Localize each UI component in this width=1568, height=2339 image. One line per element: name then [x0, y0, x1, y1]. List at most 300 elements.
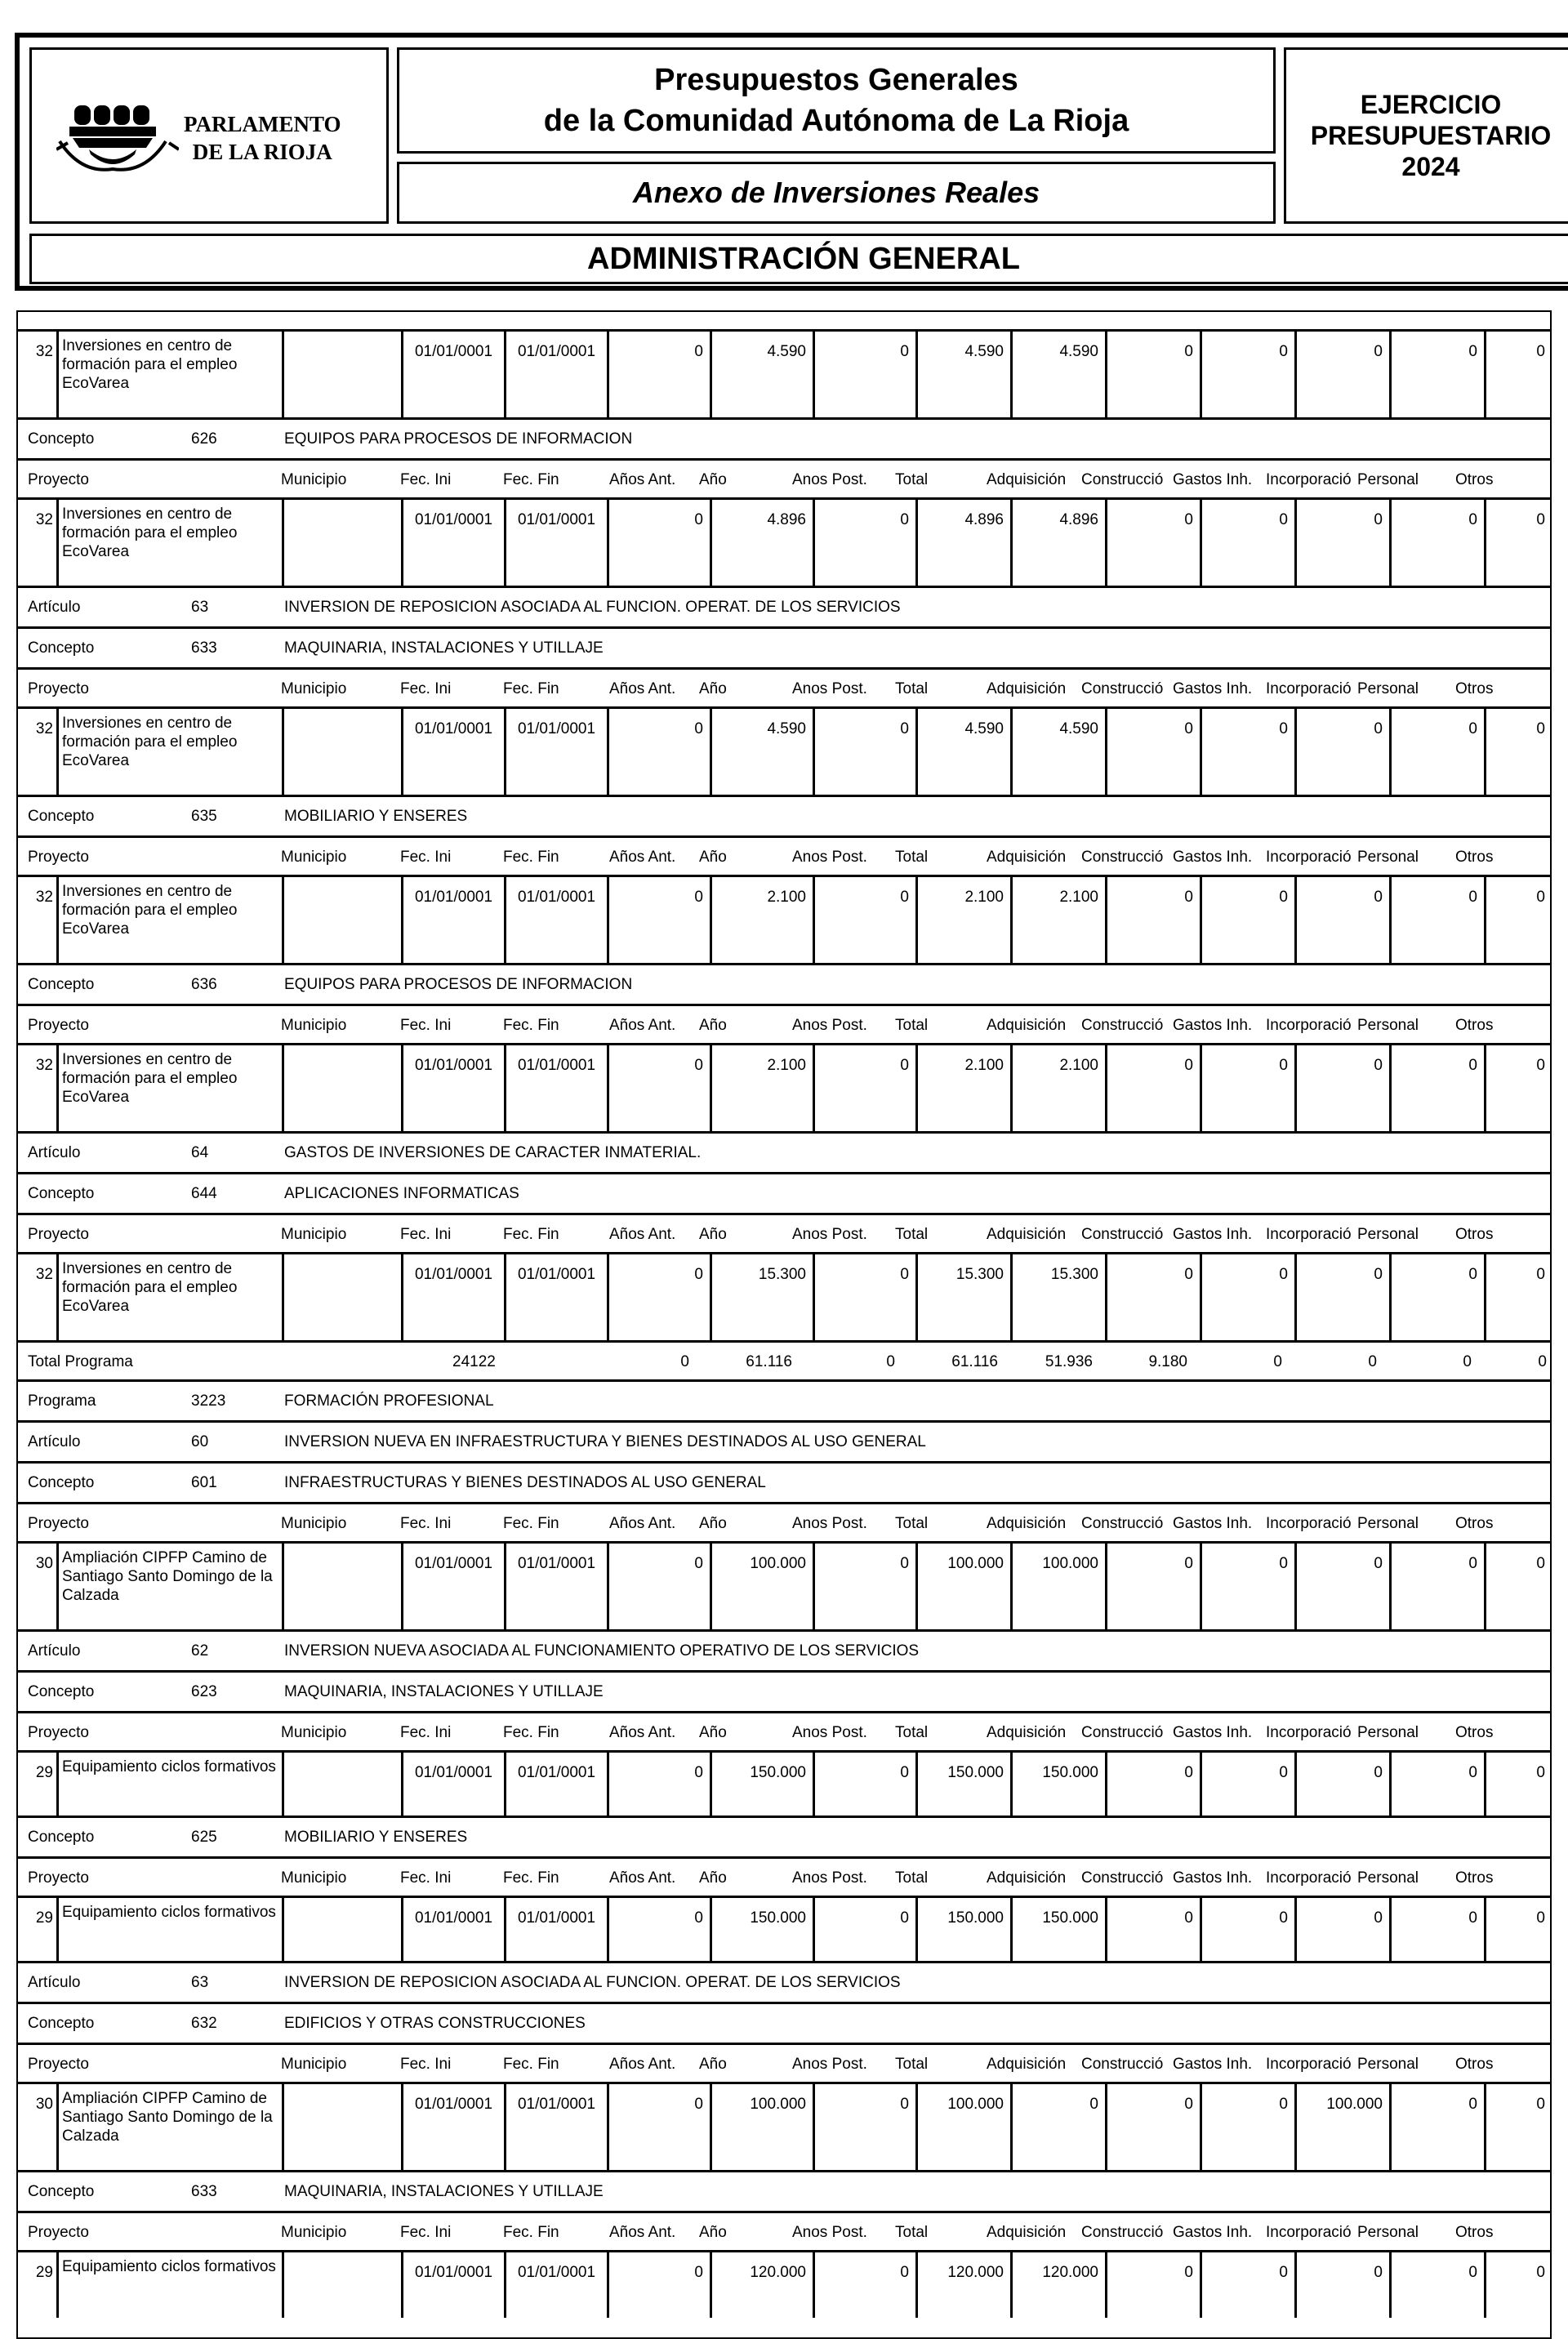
document-subtitle: Anexo de Inversiones Reales	[397, 162, 1276, 224]
amount-cell: 0	[1107, 2252, 1202, 2318]
amount-cell: 0	[1202, 1254, 1297, 1340]
amount-cell: 0	[1536, 1909, 1545, 1927]
project-description: Inversiones en centro de formación para el empleo EcoVarea	[59, 709, 284, 795]
amount-cell: 4.896	[712, 500, 815, 586]
project-code: 30	[18, 2084, 59, 2170]
column-header: Gastos Inh.	[1173, 680, 1253, 697]
project-description: Equipamiento ciclos formativos	[59, 1898, 284, 1961]
label-type: Artículo	[28, 1432, 81, 1450]
amount-cell: 150.000	[712, 1753, 815, 1816]
municipio-cell	[284, 1045, 403, 1131]
project-description: Ampliación CIPFP Camino de Santiago Santo Domingo de la Calzada	[59, 1544, 284, 1629]
amount-cell: 100.000	[1297, 2084, 1392, 2170]
project-row	[18, 1254, 1550, 1343]
column-header: Fec. Fin	[503, 680, 559, 697]
section-label-row	[18, 629, 1550, 670]
column-header: Gastos Inh.	[1173, 1017, 1253, 1034]
column-header-row	[18, 670, 1550, 709]
column-header: Incorporació	[1266, 2224, 1352, 2241]
column-header: Construcció	[1081, 471, 1164, 488]
label-type: Programa	[28, 1392, 96, 1410]
amount-cell: 0	[609, 709, 712, 795]
amount-cell: 0	[1536, 2264, 1545, 2281]
column-header: Municipio	[281, 680, 347, 697]
document-header	[15, 33, 1568, 291]
amount-cell: 0	[609, 1544, 712, 1629]
column-header: Anos Post.	[792, 471, 867, 488]
title-line1: Presupuestos Generales	[654, 63, 1018, 97]
amount-cell: 0	[1536, 511, 1545, 528]
amount-cell: 0	[1392, 1544, 1486, 1629]
fec-ini: 01/01/0001	[403, 1753, 506, 1816]
column-header: Otros	[1455, 1515, 1494, 1532]
total-amount: 0	[1273, 1353, 1282, 1370]
column-header: Adquisición	[987, 1724, 1067, 1741]
column-header: Adquisición	[987, 471, 1067, 488]
amount-cell: 0	[1392, 2252, 1486, 2318]
amount-cell: 100.000	[712, 2084, 815, 2170]
amount-cell: 0	[815, 1254, 918, 1340]
total-amount: 0	[680, 1353, 689, 1370]
municipio-cell	[284, 2084, 403, 2170]
amount-cell: 0	[815, 500, 918, 586]
column-header: Personal	[1357, 1515, 1419, 1532]
column-header: Proyecto	[28, 849, 89, 866]
label-type: Concepto	[28, 807, 95, 825]
amount-cell: 0	[815, 709, 918, 795]
column-header: Total	[895, 1515, 929, 1532]
amount-cell: 0	[609, 877, 712, 963]
column-header: Total	[895, 680, 929, 697]
project-row	[18, 1753, 1550, 1818]
amount-cell: 0	[1536, 343, 1545, 360]
project-row	[18, 1544, 1550, 1632]
column-header: Anos Post.	[792, 1226, 867, 1243]
section-label-row	[18, 1673, 1550, 1713]
amount-cell: 0	[1536, 1057, 1545, 1074]
section-label-row	[18, 1134, 1550, 1174]
fec-fin: 01/01/0001	[506, 1254, 609, 1340]
amount-cell: 0	[1202, 2252, 1297, 2318]
municipio-cell	[284, 1254, 403, 1340]
label-type: Concepto	[28, 430, 95, 448]
amount-cell: 4.590	[1013, 709, 1107, 795]
amount-cell: 0	[1107, 1254, 1202, 1340]
column-header: Año	[699, 2056, 727, 2073]
project-description: Inversiones en centro de formación para el empleo EcoVarea	[59, 500, 284, 586]
column-header: Año	[699, 1724, 727, 1741]
column-header: Año	[699, 849, 727, 866]
amount-cell: 0	[1392, 1753, 1486, 1816]
amount-cell: 0	[609, 1254, 712, 1340]
amount-cell: 0	[609, 2252, 712, 2318]
column-header-row	[18, 1713, 1550, 1753]
project-code: 32	[18, 1045, 59, 1131]
column-header: Gastos Inh.	[1173, 1724, 1253, 1741]
column-header: Personal	[1357, 1226, 1419, 1243]
amount-cell: 2.100	[918, 1045, 1013, 1131]
column-header: Año	[699, 2224, 727, 2241]
section-label-row	[18, 965, 1550, 1006]
column-header: Anos Post.	[792, 1869, 867, 1887]
column-header: Fec. Fin	[503, 2224, 559, 2241]
amount-cell: 0	[1297, 1753, 1392, 1816]
amount-cell: 0	[1297, 2252, 1392, 2318]
label-type: Concepto	[28, 1682, 95, 1700]
amount-cell: 0	[609, 1753, 712, 1816]
amount-cell: 0	[1297, 1544, 1392, 1629]
project-description: Ampliación CIPFP Camino de Santiago Santo Domingo de la Calzada	[59, 2084, 284, 2170]
amount-cell: 0	[1392, 332, 1486, 417]
ejercicio-line2: PRESUPUESTARIO	[1310, 121, 1552, 150]
amount-cell: 0	[609, 2084, 712, 2170]
column-header: Año	[699, 1226, 727, 1243]
table-rows	[18, 332, 1550, 2318]
label-code: 62	[191, 1642, 209, 1660]
total-amount: 0	[1463, 1353, 1472, 1370]
column-header: Construcció	[1081, 1226, 1164, 1243]
fec-ini: 01/01/0001	[403, 877, 506, 963]
amount-cell: 4.896	[918, 500, 1013, 586]
column-header: Años Ant.	[609, 680, 676, 697]
label-type: Artículo	[28, 1143, 81, 1161]
section-label-row	[18, 1632, 1550, 1673]
amount-cell: 4.590	[712, 709, 815, 795]
label-type: Concepto	[28, 2014, 95, 2032]
column-header: Años Ant.	[609, 849, 676, 866]
amount-cell: 150.000	[918, 1898, 1013, 1961]
amount-cell: 0	[1202, 1753, 1297, 1816]
amount-cell: 0	[1536, 1266, 1545, 1283]
project-code: 30	[18, 1544, 59, 1629]
column-header: Incorporació	[1266, 1869, 1352, 1887]
amount-cell: 100.000	[918, 1544, 1013, 1629]
fec-ini: 01/01/0001	[403, 1254, 506, 1340]
column-header: Total	[895, 2224, 929, 2241]
column-header: Gastos Inh.	[1173, 471, 1253, 488]
ejercicio-box	[1284, 47, 1568, 224]
fec-ini: 01/01/0001	[403, 1045, 506, 1131]
fec-fin: 01/01/0001	[506, 332, 609, 417]
column-header: Otros	[1455, 1724, 1494, 1741]
amount-cell: 0	[1202, 332, 1297, 417]
label-code: 633	[191, 639, 217, 657]
amount-cell: 0	[815, 877, 918, 963]
label-code: 3223	[191, 1392, 226, 1410]
section-label-row	[18, 1382, 1550, 1423]
column-header: Personal	[1357, 1724, 1419, 1741]
amount-cell: 0	[1392, 877, 1486, 963]
label-description: MAQUINARIA, INSTALACIONES Y UTILLAJE	[284, 1682, 604, 1700]
column-header: Otros	[1455, 1869, 1494, 1887]
section-label-row	[18, 1464, 1550, 1504]
label-description: GASTOS DE INVERSIONES DE CARACTER INMATERIAL.	[284, 1143, 702, 1161]
column-header: Fec. Ini	[400, 471, 452, 488]
column-header: Construcció	[1081, 1515, 1164, 1532]
column-header: Personal	[1357, 2224, 1419, 2241]
column-header: Proyecto	[28, 1017, 89, 1034]
label-description: FORMACIÓN PROFESIONAL	[284, 1392, 494, 1410]
fec-ini: 01/01/0001	[403, 332, 506, 417]
column-header: Año	[699, 1869, 727, 1887]
column-header: Construcció	[1081, 2224, 1164, 2241]
fec-fin: 01/01/0001	[506, 2084, 609, 2170]
label-code: 625	[191, 1828, 217, 1846]
column-header: Fec. Fin	[503, 1869, 559, 1887]
column-header: Años Ant.	[609, 1724, 676, 1741]
label-description: INVERSION NUEVA EN INFRAESTRUCTURA Y BIENES DESTINADOS AL USO GENERAL	[284, 1432, 926, 1450]
column-header: Fec. Ini	[400, 1515, 452, 1532]
amount-cell: 150.000	[1013, 1898, 1107, 1961]
table-bottom-spacer	[18, 2318, 1550, 2337]
total-amount: 0	[1368, 1353, 1377, 1370]
label-type: Concepto	[28, 975, 95, 993]
project-code: 29	[18, 2252, 59, 2318]
column-header: Gastos Inh.	[1173, 2056, 1253, 2073]
column-header: Otros	[1455, 2224, 1494, 2241]
column-header: Anos Post.	[792, 680, 867, 697]
label-type: Artículo	[28, 1973, 81, 1991]
amount-cell: 15.300	[918, 1254, 1013, 1340]
column-header: Total	[895, 2056, 929, 2073]
column-header: Construcció	[1081, 1017, 1164, 1034]
column-header: Municipio	[281, 849, 347, 866]
label-description: INVERSION DE REPOSICION ASOCIADA AL FUNCION. OPERAT. DE LOS SERVICIOS	[284, 1973, 901, 1991]
amount-cell: 0	[1202, 2084, 1297, 2170]
label-description: EDIFICIOS Y OTRAS CONSTRUCCIONES	[284, 2014, 586, 2032]
amount-cell: 120.000	[712, 2252, 815, 2318]
table-top-spacer	[18, 312, 1550, 332]
municipio-cell	[284, 877, 403, 963]
total-programa-row	[18, 1343, 1550, 1382]
column-header: Total	[895, 1017, 929, 1034]
project-row	[18, 877, 1550, 965]
label-code: 635	[191, 807, 217, 825]
amount-cell: 0	[1536, 1764, 1545, 1781]
column-header: Gastos Inh.	[1173, 1226, 1253, 1243]
ejercicio-year: 2024	[1401, 152, 1460, 181]
column-header: Incorporació	[1266, 849, 1352, 866]
column-header: Municipio	[281, 1017, 347, 1034]
column-header: Personal	[1357, 680, 1419, 697]
amount-cell: 0	[1107, 1045, 1202, 1131]
amount-cell: 0	[1392, 1898, 1486, 1961]
label-code: 623	[191, 1682, 217, 1700]
municipio-cell	[284, 332, 403, 417]
column-header: Proyecto	[28, 2056, 89, 2073]
amount-cell: 0	[1297, 500, 1392, 586]
municipio-cell	[284, 2252, 403, 2318]
label-description: EQUIPOS PARA PROCESOS DE INFORMACION	[284, 430, 633, 448]
amount-cell: 0	[609, 1045, 712, 1131]
column-header: Adquisición	[987, 1869, 1067, 1887]
column-header: Incorporació	[1266, 680, 1352, 697]
column-header: Incorporació	[1266, 1017, 1352, 1034]
column-header: Construcció	[1081, 2056, 1164, 2073]
municipio-cell	[284, 709, 403, 795]
fec-ini: 01/01/0001	[403, 2252, 506, 2318]
amount-cell: 2.100	[1013, 1045, 1107, 1131]
amount-cell: 0	[815, 1544, 918, 1629]
column-header: Incorporació	[1266, 1724, 1352, 1741]
column-header: Municipio	[281, 471, 347, 488]
total-amount: 61.116	[746, 1353, 792, 1370]
label-code: 63	[191, 1973, 209, 1991]
project-code: 32	[18, 332, 59, 417]
column-header-row	[18, 1859, 1550, 1898]
column-header: Incorporació	[1266, 1515, 1352, 1532]
column-header: Municipio	[281, 2056, 347, 2073]
amount-cell: 4.590	[712, 332, 815, 417]
amount-cell: 15.300	[712, 1254, 815, 1340]
amount-cell: 0	[1297, 1045, 1392, 1131]
column-header: Total	[895, 471, 929, 488]
column-header-row	[18, 1504, 1550, 1544]
fec-ini: 01/01/0001	[403, 709, 506, 795]
column-header: Años Ant.	[609, 471, 676, 488]
column-header: Año	[699, 471, 727, 488]
amount-cell: 0	[1202, 1045, 1297, 1131]
column-header: Año	[699, 1515, 727, 1532]
column-header: Fec. Ini	[400, 2224, 452, 2241]
column-header: Municipio	[281, 2224, 347, 2241]
column-header: Otros	[1455, 1226, 1494, 1243]
project-row	[18, 1898, 1550, 1963]
section-label-row	[18, 1818, 1550, 1859]
column-header: Incorporació	[1266, 1226, 1352, 1243]
amount-cell: 100.000	[918, 2084, 1013, 2170]
section-label-row	[18, 2172, 1550, 2213]
amount-cell: 2.100	[712, 877, 815, 963]
title-line2: de la Comunidad Autónoma de La Rioja	[543, 104, 1129, 138]
amount-cell: 0	[1107, 2084, 1202, 2170]
amount-cell: 0	[1107, 1544, 1202, 1629]
amount-cell: 0	[815, 2084, 918, 2170]
amount-cell: 0	[1392, 2084, 1486, 2170]
column-header: Fec. Ini	[400, 1017, 452, 1034]
label-description: MAQUINARIA, INSTALACIONES Y UTILLAJE	[284, 2182, 604, 2200]
column-header: Personal	[1357, 2056, 1419, 2073]
amount-cell: 150.000	[712, 1898, 815, 1961]
label-type: Concepto	[28, 1828, 95, 1846]
amount-cell: 4.590	[918, 709, 1013, 795]
amount-cell: 0	[815, 1898, 918, 1961]
document-title	[397, 47, 1276, 154]
amount-cell: 4.896	[1013, 500, 1107, 586]
column-header: Incorporació	[1266, 2056, 1352, 2073]
amount-cell: 0	[1536, 889, 1545, 906]
fec-fin: 01/01/0001	[506, 500, 609, 586]
amount-cell: 0	[815, 332, 918, 417]
amount-cell: 0	[1107, 709, 1202, 795]
amount-cell: 0	[815, 1045, 918, 1131]
project-description: Inversiones en centro de formación para el empleo EcoVarea	[59, 877, 284, 963]
column-header: Otros	[1455, 471, 1494, 488]
amount-cell: 0	[609, 500, 712, 586]
column-header: Fec. Fin	[503, 1515, 559, 1532]
amount-cell: 0	[1107, 1898, 1202, 1961]
column-header: Gastos Inh.	[1173, 2224, 1253, 2241]
column-header: Años Ant.	[609, 2056, 676, 2073]
column-header: Personal	[1357, 1869, 1419, 1887]
amount-cell: 0	[1392, 1045, 1486, 1131]
column-header: Municipio	[281, 1724, 347, 1741]
label-type: Concepto	[28, 1184, 95, 1202]
fec-ini: 01/01/0001	[403, 1898, 506, 1961]
column-header: Adquisición	[987, 2224, 1067, 2241]
section-label-row	[18, 1963, 1550, 2004]
amount-cell: 0	[609, 1898, 712, 1961]
column-header: Adquisición	[987, 849, 1067, 866]
amount-cell: 0	[1392, 1254, 1486, 1340]
amount-cell: 0	[815, 1753, 918, 1816]
parliament-logo-icon	[56, 91, 179, 180]
column-header: Fec. Ini	[400, 680, 452, 697]
amount-cell: 4.590	[1013, 332, 1107, 417]
column-header: Anos Post.	[792, 849, 867, 866]
total-amount: 61.116	[951, 1353, 998, 1370]
label-description: MOBILIARIO Y ENSERES	[284, 1828, 468, 1846]
project-row	[18, 709, 1550, 797]
project-row	[18, 500, 1550, 588]
column-header: Otros	[1455, 680, 1494, 697]
column-header: Gastos Inh.	[1173, 1869, 1253, 1887]
total-label: Total Programa	[28, 1353, 133, 1370]
column-header: Total	[895, 1226, 929, 1243]
column-header-row	[18, 838, 1550, 877]
amount-cell: 15.300	[1013, 1254, 1107, 1340]
amount-cell: 0	[1297, 1254, 1392, 1340]
label-type: Concepto	[28, 639, 95, 657]
amount-cell: 150.000	[1013, 1753, 1107, 1816]
column-header: Fec. Fin	[503, 849, 559, 866]
municipio-cell	[284, 1898, 403, 1961]
fec-fin: 01/01/0001	[506, 1898, 609, 1961]
label-type: Concepto	[28, 2182, 95, 2200]
amount-cell: 0	[1107, 877, 1202, 963]
project-code: 32	[18, 500, 59, 586]
amount-cell: 0	[1536, 720, 1545, 737]
section-label-row	[18, 2004, 1550, 2045]
column-header: Fec. Ini	[400, 849, 452, 866]
column-header: Fec. Fin	[503, 471, 559, 488]
label-code: 636	[191, 975, 217, 993]
column-header: Anos Post.	[792, 2224, 867, 2241]
municipio-cell	[284, 1753, 403, 1816]
amount-cell: 0	[815, 2252, 918, 2318]
label-description: INFRAESTRUCTURAS Y BIENES DESTINADOS AL USO GENERAL	[284, 1473, 766, 1491]
fec-fin: 01/01/0001	[506, 877, 609, 963]
label-type: Concepto	[28, 1473, 95, 1491]
amount-cell: 0	[1297, 709, 1392, 795]
column-header: Adquisición	[987, 1515, 1067, 1532]
project-row	[18, 2084, 1550, 2172]
amount-cell: 2.100	[1013, 877, 1107, 963]
ejercicio-line1: EJERCICIO	[1360, 90, 1502, 119]
amount-cell: 0	[1013, 2084, 1107, 2170]
amount-cell: 0	[1392, 709, 1486, 795]
total-amount: 9.180	[1148, 1353, 1187, 1370]
column-header: Personal	[1357, 1017, 1419, 1034]
amount-cell: 0	[1536, 2096, 1545, 2113]
fec-fin: 01/01/0001	[506, 1544, 609, 1629]
amount-cell: 0	[1297, 1898, 1392, 1961]
project-description: Inversiones en centro de formación para el empleo EcoVarea	[59, 332, 284, 417]
project-row	[18, 332, 1550, 420]
label-description: MOBILIARIO Y ENSERES	[284, 807, 468, 825]
project-row	[18, 1045, 1550, 1134]
column-header: Años Ant.	[609, 1226, 676, 1243]
